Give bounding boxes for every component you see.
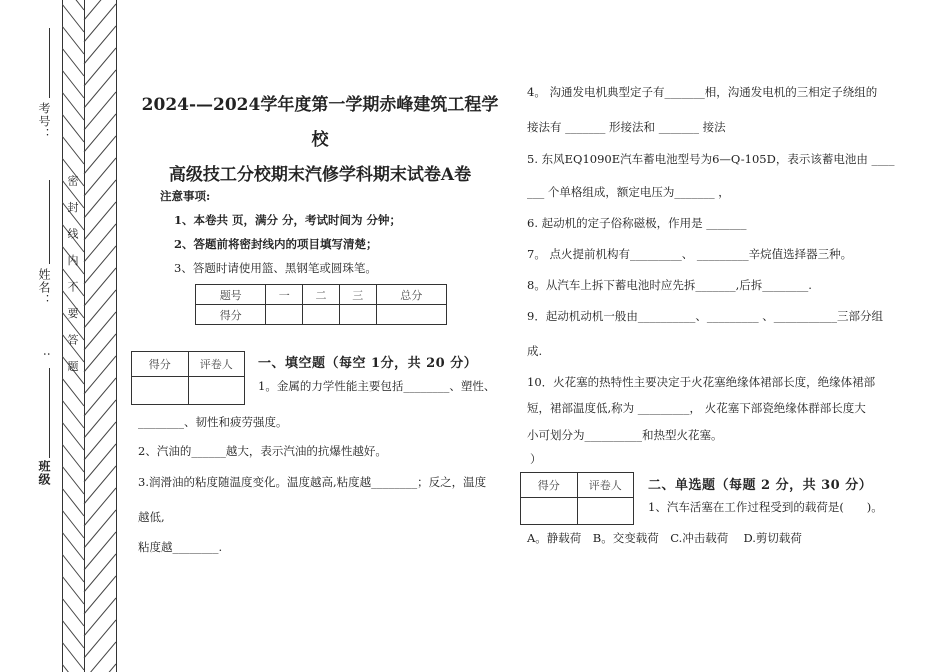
page-title-line2: 校 <box>311 130 329 150</box>
chevron-stroke <box>84 620 116 658</box>
note-item-1: 1、本卷共 页，满分 分，考试时间为 分钟； <box>174 213 402 227</box>
chevron-stroke <box>84 422 116 460</box>
chevron-stroke <box>84 92 116 130</box>
class-blank-line <box>49 368 50 458</box>
chevron-stroke <box>84 642 116 672</box>
question-line: 3.润滑油的粘度随温度变化。温度越高,粘度越________；反之，温度 <box>138 475 487 489</box>
question-line: 4。 沟通发电机典型定子有_______相，沟通发电机的三相定子绕组的 <box>527 85 878 99</box>
question-line: ________、韧性和疲劳强度。 <box>138 415 288 429</box>
question-line: 越低, <box>138 510 165 524</box>
chevron-stroke <box>84 400 116 438</box>
chevron-stroke <box>84 532 116 570</box>
question-line: 5. 东风EQ1090E汽车蓄电池型号为6—Q-105D，表示该蓄电池由 ____ <box>527 152 895 166</box>
chevron-stroke <box>84 378 116 416</box>
side-label-colon: : <box>41 352 55 358</box>
chevron-stroke <box>84 180 116 218</box>
exam-no-blank-line <box>49 28 50 98</box>
score-table <box>195 284 447 325</box>
grader-box-section1 <box>131 351 245 405</box>
grader-box-grader-cell[interactable] <box>577 498 634 525</box>
chevron-stroke <box>84 224 116 262</box>
grader-box-score-label: 得分 <box>132 352 189 377</box>
chevron-stroke <box>84 268 116 306</box>
question-options: A。静载荷 B。交变载荷 C.冲击载荷 D.剪切载荷 <box>527 531 802 545</box>
grader-box-section2 <box>520 472 634 525</box>
grader-box-grader-label: 评卷人 <box>577 473 634 498</box>
chevron-stroke <box>62 48 84 76</box>
side-label-class: 班级 <box>37 460 51 486</box>
chevron-stroke <box>84 554 116 592</box>
chevron-stroke <box>62 92 84 120</box>
note-item-3: 3、答题时请使用篮、黑钢笔或圆珠笔。 <box>174 261 377 275</box>
section1-title: 一、填空题（每空 1分，共 20 分） <box>258 356 478 371</box>
grader-box-grader-cell[interactable] <box>188 377 245 405</box>
chevron-stroke <box>84 664 116 672</box>
chevron-stroke <box>62 554 84 582</box>
name-blank-line <box>49 180 50 264</box>
grader-box-score-label: 得分 <box>521 473 578 498</box>
question-line: 8。从汽车上拆下蓄电池时应先拆_______,后拆________. <box>527 278 812 292</box>
grader-box-grader-label: 评卷人 <box>188 352 245 377</box>
chevron-stroke <box>84 136 116 174</box>
chevron-stroke <box>84 488 116 526</box>
chevron-stroke <box>84 202 116 240</box>
chevron-stroke <box>62 378 84 406</box>
chevron-stroke <box>62 620 84 648</box>
chevron-stroke <box>62 576 84 604</box>
section2-title: 二、单选题（每题 2 分，共 30 分） <box>648 478 873 493</box>
score-table-header-cell: 题号 <box>196 285 266 305</box>
score-table-row-label: 得分 <box>196 305 266 325</box>
score-table-header-cell: 一 <box>266 285 303 305</box>
grader-box-score-cell[interactable] <box>132 377 189 405</box>
chevron-stroke <box>62 26 84 54</box>
score-cell[interactable] <box>266 305 303 325</box>
question-line: 接法有 _______ 形接法和 _______ 接法 <box>527 120 726 134</box>
chevron-stroke <box>62 642 84 670</box>
chevron-stroke <box>62 598 84 626</box>
chevron-stroke <box>84 576 116 614</box>
note-item-2: 2、答题前将密封线内的项目填写清楚； <box>174 237 378 251</box>
chevron-stroke <box>84 48 116 86</box>
chevron-stroke <box>84 158 116 196</box>
chevron-stroke <box>84 510 116 548</box>
chevron-stroke <box>62 70 84 98</box>
chevron-stroke <box>84 598 116 636</box>
question-line: 成. <box>527 344 543 358</box>
chevron-stroke <box>84 70 116 108</box>
chevron-stroke <box>62 136 84 164</box>
chevron-stroke <box>84 356 116 394</box>
notes-heading: 注意事项: <box>160 189 211 203</box>
chevron-stroke <box>62 444 84 472</box>
chevron-stroke <box>62 466 84 494</box>
question-line: 6. 起动机的定子俗称磁极，作用是 _______ <box>527 216 747 230</box>
chevron-stroke <box>84 312 116 350</box>
chevron-stroke <box>84 246 116 284</box>
score-cell[interactable] <box>339 305 376 325</box>
question-line: 10．火花塞的热特性主要决定于火花塞绝缘体裙部长度，绝缘体裙部 <box>527 375 876 389</box>
chevron-stroke <box>62 400 84 428</box>
binding-line-right <box>116 0 117 672</box>
grader-box-score-cell[interactable] <box>521 498 578 525</box>
chevron-stroke <box>84 334 116 372</box>
score-table-header-cell: 二 <box>303 285 340 305</box>
chevron-stroke <box>84 444 116 482</box>
side-label-exam-no: 考号： <box>37 102 51 141</box>
score-table-header-cell: 总分 <box>376 285 446 305</box>
page-title-line1: 2024-—2024学年度第一学期赤峰建筑工程学 <box>141 95 499 115</box>
score-table-header-cell: 三 <box>339 285 376 305</box>
chevron-stroke <box>84 114 116 152</box>
chevron-stroke <box>84 290 116 328</box>
page-title-line3: 高级技工分校期末汽修学科期末试卷A卷 <box>168 165 472 185</box>
question-line: 7。 点火提前机构有_________、 _________辛烷值选择器三种。 <box>527 247 853 261</box>
chevron-stroke <box>84 4 116 42</box>
chevron-stroke <box>62 532 84 560</box>
chevron-stroke <box>62 4 84 32</box>
seal-warning-text: 密 封 线 内 不 要 答 题 <box>66 175 79 378</box>
question-line: 短，裙部温度低,称为 _________， 火花塞下部瓷绝缘体群部长度大 <box>527 401 866 415</box>
chevron-stroke <box>62 510 84 538</box>
chevron-stroke <box>84 26 116 64</box>
chevron-stroke <box>62 114 84 142</box>
question-line: 粘度越________. <box>138 540 223 554</box>
chevron-stroke <box>62 488 84 516</box>
score-cell[interactable] <box>376 305 446 325</box>
question-line: 小可划分为__________和热型火花塞。 <box>527 428 723 442</box>
chevron-stroke <box>84 466 116 504</box>
side-label-name: 姓名： <box>37 268 51 307</box>
score-cell[interactable] <box>303 305 340 325</box>
question-line: 2、汽油的______越大，表示汽油的抗爆性越好。 <box>138 444 387 458</box>
question-line: 1、汽车活塞在工作过程受到的载荷是( )。 <box>648 500 883 514</box>
question-line: 9．起动机动机一般由__________、_________ 、___________三部分组 <box>527 309 883 323</box>
question-line: ） <box>530 452 542 466</box>
chevron-stroke <box>62 422 84 450</box>
question-line: 1。金属的力学性能主要包括________、塑性、 <box>258 379 496 393</box>
question-line: ___ 个单格组成，额定电压为_______ ， <box>527 185 730 199</box>
